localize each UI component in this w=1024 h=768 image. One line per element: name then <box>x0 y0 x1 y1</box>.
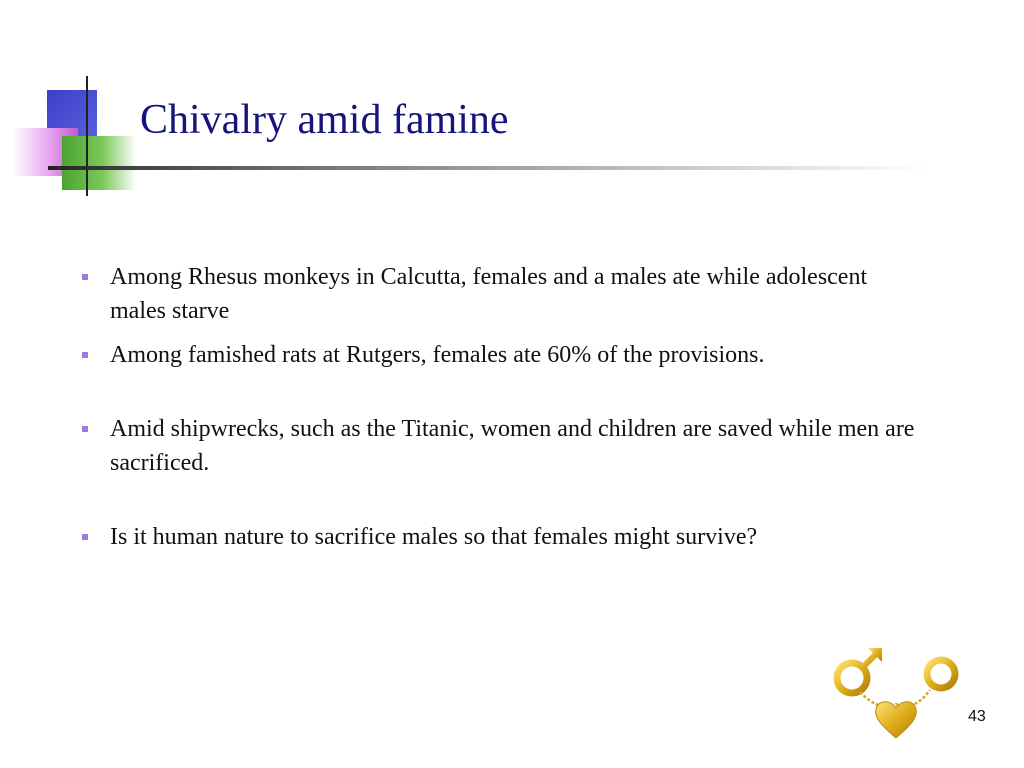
heart-pendant-icon <box>876 702 917 738</box>
bullet-marker <box>82 426 88 432</box>
bullet-list <box>80 260 920 554</box>
bullet-text: Is it human nature to sacrifice males so that females might survive? <box>110 524 758 550</box>
green-square-decoration <box>62 136 136 190</box>
gender-symbols-illustration <box>824 642 964 742</box>
title-underline <box>48 166 928 170</box>
female-symbol-icon <box>927 660 955 712</box>
bullet-text: Amid shipwrecks, such as the Titanic, women and children are saved while men are sacrificed. <box>110 416 915 476</box>
slide-title: Chivalry amid famine <box>140 97 509 143</box>
bullet-item <box>80 338 920 372</box>
bullet-item <box>80 412 920 480</box>
bullet-text: Among famished rats at Rutgers, females ate 60% of the provisions. <box>110 342 765 368</box>
bullet-text: Among Rhesus monkeys in Calcutta, females and a males ate while adolescent males starve <box>110 264 868 324</box>
bullet-item <box>80 520 920 554</box>
male-symbol-icon <box>837 648 882 693</box>
bullet-marker <box>82 534 88 540</box>
bullet-item <box>80 260 920 328</box>
bullet-marker <box>82 274 88 280</box>
page-number: 43 <box>968 708 986 725</box>
chain-icon <box>860 690 930 706</box>
vertical-rule <box>86 76 88 196</box>
bullet-marker <box>82 352 88 358</box>
